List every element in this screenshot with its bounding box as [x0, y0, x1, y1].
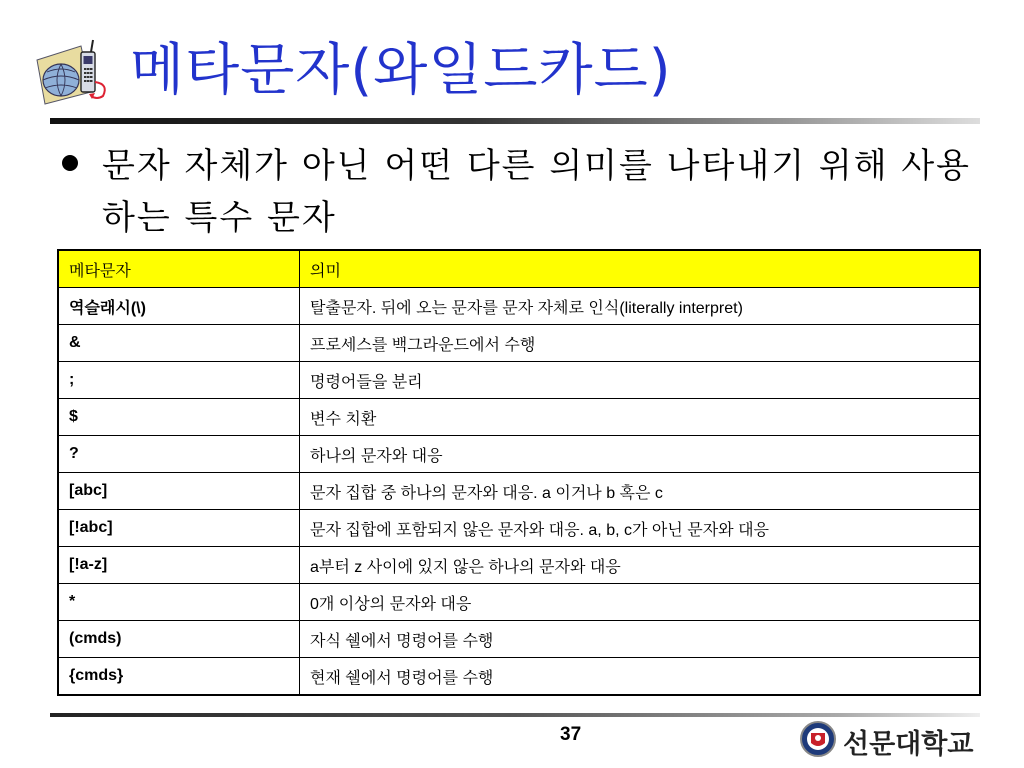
- table-row: [58, 399, 980, 436]
- table-row: [58, 658, 980, 696]
- table-row: [58, 325, 980, 362]
- table-row: [58, 473, 980, 510]
- metachar-cell: 역슬래시(\): [58, 288, 300, 325]
- meaning-cell: 하나의 문자와 대응: [300, 436, 981, 473]
- metachar-table: [57, 249, 981, 696]
- table-row: [58, 288, 980, 325]
- meaning-cell: 문자 집합 중 하나의 문자와 대응. a 이거나 b 혹은 c: [300, 473, 981, 510]
- metachar-cell: *: [58, 584, 300, 621]
- meaning-cell: 0개 이상의 문자와 대응: [300, 584, 981, 621]
- metachar-cell: [!a-z]: [58, 547, 300, 584]
- meaning-cell: 탈출문자. 뒤에 오는 문자를 문자 자체로 인식(literally interpret): [300, 288, 981, 325]
- meaning-cell: 명령어들을 분리: [300, 362, 981, 399]
- table-row: [58, 436, 980, 473]
- table-header-row: [58, 250, 980, 288]
- meaning-cell: 프로세스를 백그라운드에서 수행: [300, 325, 981, 362]
- metachar-cell: (cmds): [58, 621, 300, 658]
- metachar-cell: $: [58, 399, 300, 436]
- table-row: [58, 584, 980, 621]
- meaning-cell: 현재 쉘에서 명령어를 수행: [300, 658, 981, 696]
- header-meaning: 의미: [300, 250, 981, 288]
- metachar-cell: ?: [58, 436, 300, 473]
- table-row: [58, 362, 980, 399]
- metachar-cell: &: [58, 325, 300, 362]
- phone-globe-icon: [33, 38, 123, 108]
- page-number: 37: [560, 724, 582, 745]
- meaning-cell: a부터 z 사이에 있지 않은 하나의 문자와 대응: [300, 547, 981, 584]
- slide-title: 메타문자(와일드카드): [130, 38, 672, 103]
- meaning-cell: 변수 치환: [300, 399, 981, 436]
- meaning-cell: 자식 쉘에서 명령어를 수행: [300, 621, 981, 658]
- bullet-text: 문자 자체가 아닌 어떤 다른 의미를 나타내기 위해 사용하는 특수 문자: [102, 146, 972, 238]
- metachar-cell: ;: [58, 362, 300, 399]
- metachar-cell: {cmds}: [58, 658, 300, 696]
- title-divider: [50, 118, 980, 124]
- university-logo-text: 선문대학교: [843, 729, 974, 760]
- table-row: [58, 547, 980, 584]
- meaning-cell: 문자 집합에 포함되지 않은 문자와 대응. a, b, c가 아닌 문자와 대응: [300, 510, 981, 547]
- table-row: [58, 621, 980, 658]
- metachar-cell: [!abc]: [58, 510, 300, 547]
- bullet-dot: [62, 155, 78, 171]
- header-metachar: 메타문자: [58, 250, 300, 288]
- metachar-cell: [abc]: [58, 473, 300, 510]
- table-row: [58, 510, 980, 547]
